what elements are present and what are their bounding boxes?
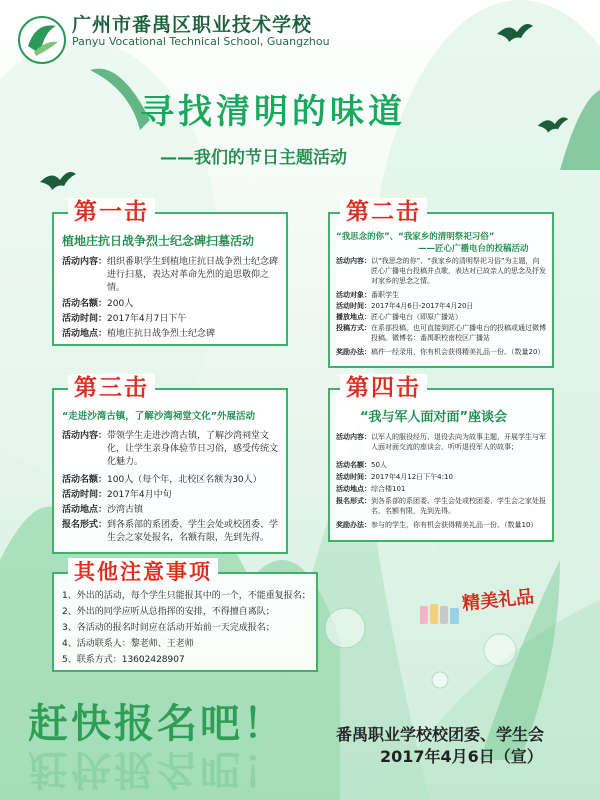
notes-item: 1、外出的活动，每个学生只能报其中的一个，不能重复报名； (62, 591, 311, 601)
event-card-3 (52, 375, 288, 554)
event-row: 活动时间： 2017年4月6日-2017年4月20日 (336, 302, 474, 310)
event-row: 报名形式： 到各系部的系团委、学生会处或校团委、学生会之家处报名，名额有限，先到先得。 (62, 520, 279, 543)
card-heading: 第三击 (68, 374, 155, 402)
event-row: 活动名额： 100人（每个年，北校区名额为30人） (62, 475, 262, 485)
event-card-4 (328, 375, 554, 542)
notes-item: 5、联系方式：13602428907 (62, 655, 185, 665)
sub-title: ——我们的节日主题活动 (160, 148, 347, 168)
event-row: 播放地点： 匠心广播电台（即原广播站） (336, 313, 462, 321)
school-name-cn: 广州市番禺区职业技术学校 (72, 14, 313, 36)
event-name: “我思念的你”、“我家乡的清明祭祀习俗” (336, 232, 495, 242)
swallow-icon (536, 114, 570, 136)
school-logo-icon (18, 16, 66, 64)
event-row: 活动内容： 带领学生走进沙湾古镇，了解沙湾祠堂文化，让学生亲身体验节日习俗，感受传统文化魅力。 (62, 431, 279, 467)
notes-card (52, 560, 318, 672)
event-row: 活动名额： 50人 (336, 461, 387, 469)
event-row: 活动时间： 2017年4月12日下午4:10 (336, 473, 453, 481)
organizer: 番禺职业学校校团委、学生会 (336, 725, 545, 744)
swallow-icon (38, 168, 78, 194)
notes-item: 3、各活动的报名时间应在活动开始前一天完成报名； (62, 623, 275, 633)
event-row: 活动地点： 植地庄抗日战争烈士纪念碑 (62, 329, 216, 339)
event-row: 活动内容： 以军人的服役经历、退役去向为故事主题，开展学生与军人面对面交流的座谈会，听听退役军人的故事； (336, 433, 546, 451)
gift-label: 精美礼品 (461, 586, 536, 615)
event-row: 活动对象： 番职学生 (336, 291, 399, 299)
event-name: 植地庄抗日战争烈士纪念碑扫墓活动 (62, 234, 255, 248)
event-card-1 (52, 199, 288, 346)
event-row: 活动名额： 200人 (62, 299, 134, 309)
event-card-2 (328, 199, 554, 368)
event-name: “我与军人面对面”座谈会 (360, 410, 508, 425)
main-title: 寻找清明的味道 (140, 92, 406, 132)
cta-reflection: 赶快报名吧！ (28, 746, 286, 792)
gift-devices-icon (418, 600, 462, 628)
event-name-sub: ——匠心广播电台的投稿活动 (418, 244, 529, 254)
notes-item: 4、活动联系人：黎老师、王老师 (62, 639, 194, 649)
event-row: 报名形式： 到各系部的系团委、学生会处或校团委、学生会之家处报名，名额有限，先到先得。 (336, 497, 546, 515)
event-name: “走进沙湾古镇，了解沙湾祠堂文化”外展活动 (62, 411, 255, 422)
notes-list (62, 588, 311, 668)
card-heading: 第四击 (340, 374, 427, 402)
event-row: 活动地点： 综合楼101 (336, 485, 406, 493)
notes-heading: 其他注意事项 (68, 558, 218, 586)
event-row: 活动时间： 2017年4月中旬 (62, 490, 172, 500)
notes-item: 2、外出的同学应听从总指挥的安排，不得擅自离队； (62, 607, 275, 617)
school-name-en: Panyu Vocational Technical School, Guangzhou (72, 35, 330, 48)
event-row: 奖励办法： 稿件一经录用，你有机会获得精美礼品一份。（数量20） (336, 348, 545, 356)
event-row: 奖励办法： 参与的学生，你有机会获得精美礼品一份。（数量10） (336, 521, 538, 529)
card-heading: 第二击 (340, 198, 427, 226)
issue-date: 2017年4月6日（宣） (380, 747, 543, 766)
card-heading: 第一击 (68, 198, 155, 226)
event-row: 活动内容： 组织番职学生到植地庄抗日战争烈士纪念碑进行扫墓，表达对革命先烈的追思敬仰之情。 (62, 257, 279, 293)
swallow-icon (495, 20, 535, 46)
event-row: 活动内容： 以“我思念的你”、“我家乡的清明祭祀习俗”为主题，向匠心广播电台投稿并点歌，表达对已故亲人的思念及抒发对家乡的思念之情。 (336, 257, 546, 285)
cta-text: 赶快报名吧！ (28, 701, 286, 747)
event-row: 活动地点： 沙湾古镇 (62, 505, 144, 515)
event-row: 投稿方式： 在系部投稿，也可直接到匠心广播电台的投稿或通过微博投稿。微博名：番禺职校南校区广播站 (336, 324, 546, 342)
event-row: 活动时间： 2017年4月7日下午 (62, 314, 187, 324)
